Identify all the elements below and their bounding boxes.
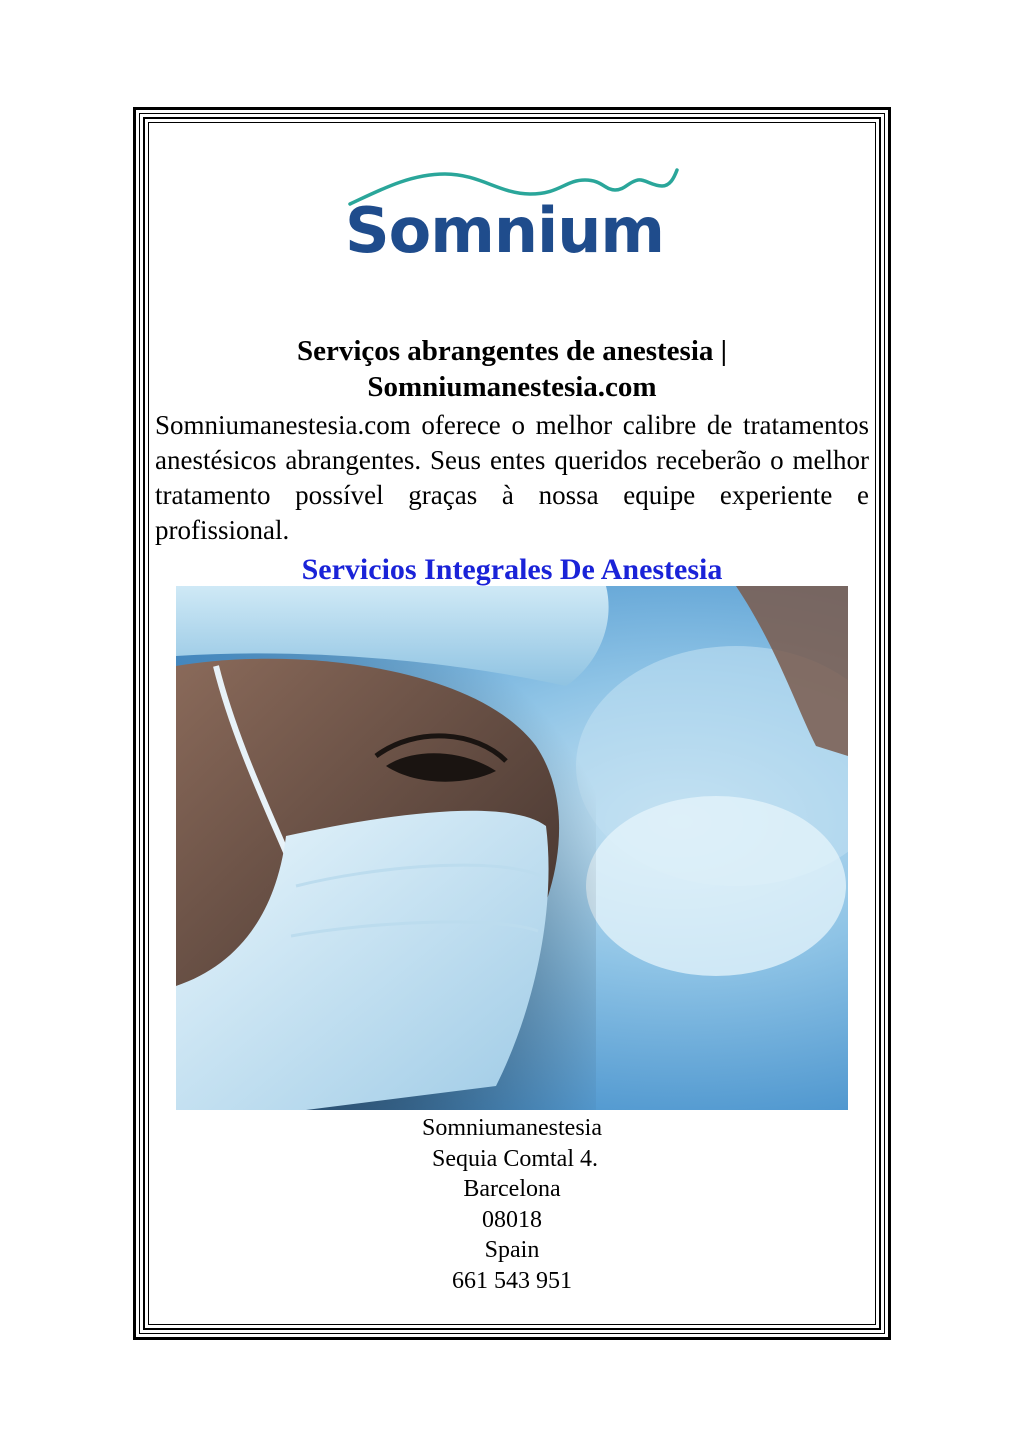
company-name: Somniumanestesia bbox=[422, 1115, 602, 1141]
phone-number[interactable]: 661 543 951 bbox=[452, 1267, 572, 1294]
title-line-2: Somniumanestesia.com bbox=[367, 371, 657, 403]
anesthesiologist-photo-icon bbox=[176, 586, 848, 1110]
logo-wordmark: Somnium bbox=[345, 194, 664, 267]
page-title bbox=[155, 333, 869, 405]
title-line-1: Serviços abrangentes de anestesia | bbox=[296, 335, 728, 367]
description-paragraph: Somniumanestesia.com oferece o melhor calibre de tratamentos anestésicos abrangentes. Seus entes queridos receberão o melhor tratamento possível graças à nossa equipe experiente e profissional. bbox=[155, 410, 869, 545]
country: Spain bbox=[484, 1237, 540, 1263]
postcode: 08018 bbox=[482, 1206, 542, 1233]
services-heading[interactable]: Servicios Integrales De Anestesia bbox=[301, 553, 723, 586]
city: Barcelona bbox=[463, 1176, 561, 1202]
street-address: Sequia Comtal 4. bbox=[426, 1145, 598, 1172]
somnium-logo bbox=[340, 160, 685, 285]
contact-address bbox=[155, 1113, 869, 1296]
